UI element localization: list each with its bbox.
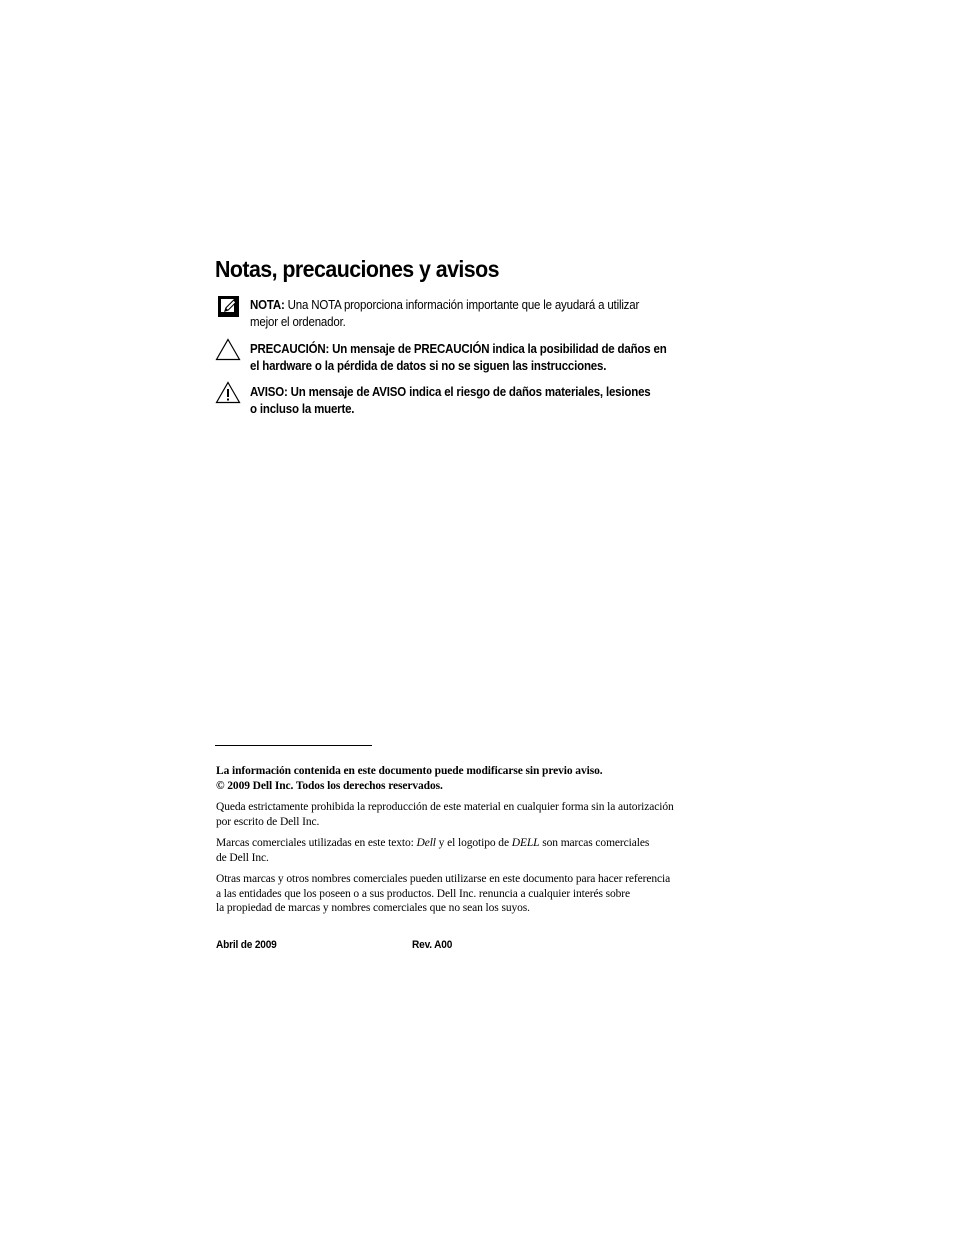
other-trademarks-notice bbox=[216, 872, 736, 916]
others-line3: la propiedad de marcas y nombres comerciales que no sean los suyos. bbox=[216, 902, 530, 914]
caution-body-line2: el hardware o la pérdida de datos si no se siguen las instrucciones. bbox=[250, 359, 607, 373]
note-label: NOTA: bbox=[250, 298, 285, 312]
trademarks-pre: Marcas comerciales utilizadas en este texto: bbox=[216, 837, 417, 849]
reproduction-notice bbox=[216, 800, 736, 829]
page-title: Notas, precauciones y avisos bbox=[215, 256, 499, 282]
trademark-dell: Dell bbox=[416, 837, 436, 849]
note-body-line1: Una NOTA proporciona información importante que le ayudará a utilizar bbox=[287, 298, 640, 312]
reproduction-line1: Queda estrictamente prohibida la reproducción de este material en cualquier forma sin la autorización bbox=[216, 801, 674, 813]
info-notice bbox=[216, 764, 736, 793]
caution-body-line1: Un mensaje de PRECAUCIÓN indica la posibilidad de daños en bbox=[332, 342, 667, 356]
warning-text bbox=[250, 384, 728, 418]
trademarks-post: son marcas comerciales bbox=[539, 837, 650, 849]
reproduction-line2: por escrito de Dell Inc. bbox=[216, 815, 320, 828]
others-line2: a las entidades que los poseen o a sus productos. Dell Inc. renuncia a cualquier interés sobre bbox=[216, 887, 631, 900]
note-pencil-icon bbox=[218, 296, 244, 322]
copyright-line: © 2009 Dell Inc. Todos los derechos reservados. bbox=[216, 779, 443, 792]
warning-body-line1: Un mensaje de AVISO indica el riesgo de daños materiales, lesiones bbox=[290, 385, 651, 399]
others-line1: Otras marcas y otros nombres comerciales pueden utilizarse en este documento para hacer referencia bbox=[216, 873, 671, 885]
note-text bbox=[250, 297, 728, 331]
trademarks-notice bbox=[216, 836, 736, 865]
trademark-dell-logo: DELL bbox=[511, 837, 540, 849]
warning-label: AVISO: bbox=[250, 385, 288, 399]
footnote-divider bbox=[215, 745, 372, 746]
warning-body-line2: o incluso la muerte. bbox=[250, 402, 355, 416]
trademarks-mid: y el logotipo de bbox=[435, 837, 512, 849]
caution-text bbox=[250, 341, 728, 375]
info-line1: La información contenida en este documento puede modificarse sin previo aviso. bbox=[216, 765, 603, 777]
trademarks-line2: de Dell Inc. bbox=[216, 851, 269, 864]
caution-triangle-icon bbox=[215, 338, 241, 364]
caution-label: PRECAUCIÓN: bbox=[250, 342, 330, 356]
publication-date: Abril de 2009 bbox=[216, 939, 277, 951]
warning-exclamation-icon bbox=[215, 381, 241, 407]
note-body-line2: mejor el ordenador. bbox=[250, 315, 346, 329]
revision-label: Rev. A00 bbox=[412, 939, 453, 951]
